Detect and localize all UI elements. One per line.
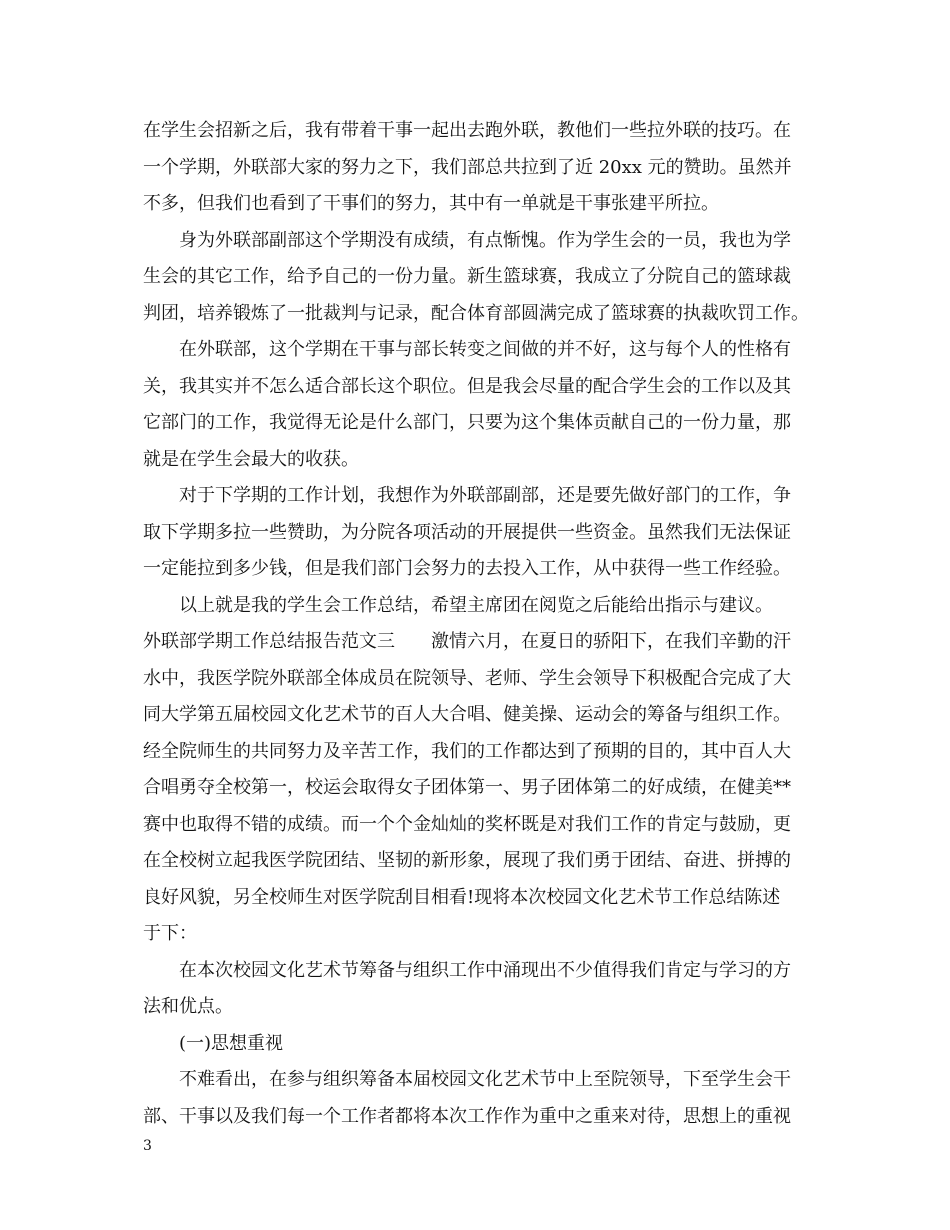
- text-line: 判团，培养锻炼了一批裁判与记录，配合体育部圆满完成了篮球赛的执裁吹罚工作。: [143, 302, 809, 324]
- text-line: 赛中也取得不错的成绩。而一个个金灿灿的奖杯既是对我们工作的肯定与鼓励，更: [143, 813, 791, 835]
- text-line: 合唱勇夺全校第一，校运会取得女子团体第一、男子团体第二的好成绩，在健美**: [143, 777, 791, 798]
- text-line: 同大学第五届校园文化艺术节的百人大合唱、健美操、运动会的筹备与组织工作。: [143, 704, 791, 725]
- text-line: 生会的其它工作，给予自己的一份力量。新生篮球赛，我成立了分院自己的篮球裁: [143, 266, 791, 287]
- paragraph-first-line: 以上就是我的学生会工作总结，希望主席团在阅览之后能给出指示与建议。: [179, 594, 773, 616]
- subheading: (一)思想重视: [179, 1032, 284, 1054]
- text-line: 一个学期，外联部大家的努力之下，我们部总共拉到了近 20xx 元的赞助。虽然并: [143, 156, 792, 178]
- text-line: 部、干事以及我们每一个工作者都将本次工作作为重中之重来对待，思想上的重视: [143, 1105, 791, 1127]
- paragraph-first-line: 身为外联部副部这个学期没有成绩，有点惭愧。作为学生会的一员，我也为学: [179, 229, 791, 251]
- text-line: 于下：: [143, 923, 197, 944]
- text-line: 就是在学生会最大的收获。: [143, 448, 359, 470]
- paragraph-first-line: 在本次校园文化艺术节筹备与组织工作中涌现出不少值得我们肯定与学习的方: [179, 959, 791, 981]
- paragraph-first-line: 在外联部，这个学期在干事与部长转变之间做的并不好，这与每个人的性格有: [179, 339, 791, 360]
- paragraph-first-line: 不难看出，在参与组织筹备本届校园文化艺术节中上至院领导，下至学生会干: [179, 1069, 791, 1090]
- text-line: 不多，但我们也看到了干事们的努力，其中有一单就是干事张建平所拉。: [143, 193, 719, 214]
- paragraph-first-line: 对于下学期的工作计划，我想作为外联部副部，还是要先做好部门的工作，争: [179, 485, 791, 506]
- text-line: 良好风貌，另全校师生对医学院刮目相看!现将本次校园文化艺术节工作总结陈述: [143, 886, 781, 908]
- text-line: 经全院师生的共同努力及辛苦工作，我们的工作都达到了预期的目的，其中百人大: [143, 740, 791, 762]
- text-line: 它部门的工作，我觉得无论是什么部门，只要为这个集体贡献自己的一份力量，那: [143, 412, 791, 433]
- text-line: 取下学期多拉一些赞助，为分院各项活动的开展提供一些资金。虽然我们无法保证: [143, 521, 791, 543]
- text-line: 一定能拉到多少钱，但是我们部门会努力的去投入工作，从中获得一些工作经验。: [143, 558, 791, 579]
- text-line: 水中，我医学院外联部全体成员在院领导、老师、学生会领导下积极配合完成了大: [143, 667, 791, 689]
- text-line: 在全校树立起我医学院团结、坚韧的新形象，展现了我们勇于团结、奋进、拼搏的: [143, 850, 791, 871]
- text-line: 关，我其实并不怎么适合部长这个职位。但是我会尽量的配合学生会的工作以及其: [143, 375, 791, 397]
- section-heading-line: 外联部学期工作总结报告范文三 激情六月，在夏日的骄阳下，在我们辛勤的汗: [143, 631, 791, 652]
- text-line: 在学生会招新之后，我有带着干事一起出去跑外联，教他们一些拉外联的技巧。在: [143, 120, 791, 141]
- page-number: 3: [143, 1138, 152, 1154]
- document-body: [143, 113, 813, 1135]
- text-line: 法和优点。: [143, 996, 233, 1017]
